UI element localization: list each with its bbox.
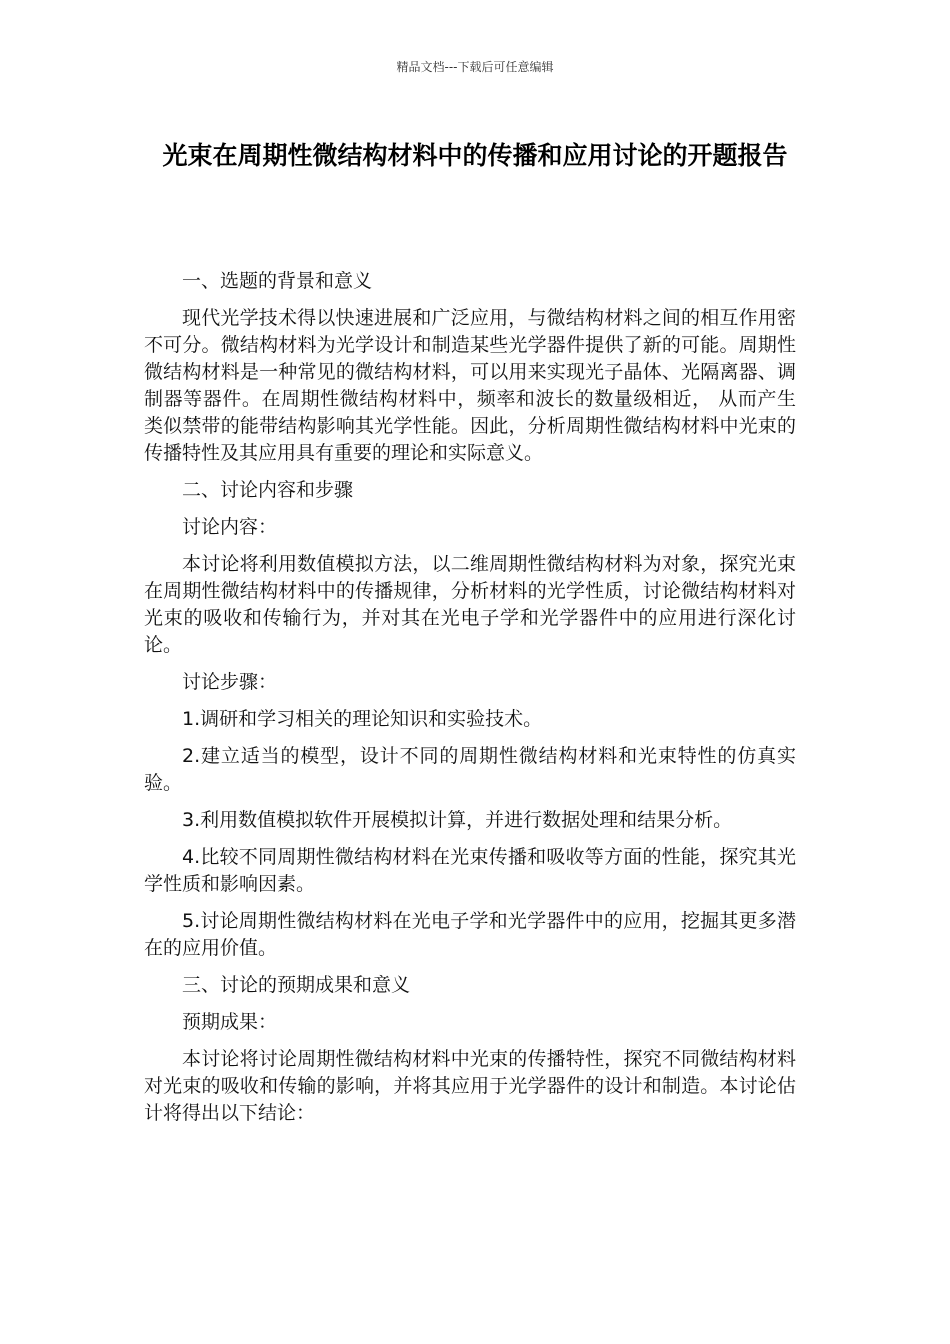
paragraph-content: 本讨论将利用数值模拟方法，以二维周期性微结构材料为对象，探究光束在周期性微结构材料中的传播规律，分析材料的光学性质，讨论微结构材料对光束的吸收和传输行为，并对其在光电子学和光学器件中的应用进行深化讨论。	[144, 553, 796, 656]
step-item: 5.讨论周期性微结构材料在光电子学和光学器件中的应用，挖掘其更多潜在的应用价值。	[144, 910, 796, 959]
step-item: 3.利用数值模拟软件开展模拟计算，并进行数据处理和结果分析。	[182, 809, 733, 831]
section-heading-content-steps: 二、讨论内容和步骤	[182, 479, 354, 501]
step-item: 1.调研和学习相关的理论知识和实验技术。	[182, 708, 543, 730]
section-heading-outcomes: 三、讨论的预期成果和意义	[182, 974, 411, 996]
document-title: 光束在周期性微结构材料中的传播和应用讨论的开题报告	[162, 141, 788, 170]
step-item: 2.建立适当的模型，设计不同的周期性微结构材料和光束特性的仿真实验。	[144, 745, 796, 794]
document-body	[144, 268, 796, 1137]
paragraph-expected-results: 本讨论将讨论周期性微结构材料中光束的传播特性，探究不同微结构材料对光束的吸收和传输的影响，并将其应用于光学器件的设计和制造。本讨论估计将得出以下结论：	[144, 1048, 796, 1124]
subheading-expected-results: 预期成果：	[182, 1011, 278, 1033]
section-heading-background: 一、选题的背景和意义	[182, 270, 373, 292]
paragraph-background: 现代光学技术得以快速进展和广泛应用，与微结构材料之间的相互作用密不可分。微结构材料为光学设计和制造某些光学器件提供了新的可能。周期性微结构材料是一种常见的微结构材料，可以用来实现光子晶体、光隔离器、调制器等器件。在周期性微结构材料中，频率和波长的数量级相近， 从而产生类似禁带的能带结构影响其光学性能。因此，分析周期性微结构材料中光束的传播特性及其应用具有重要的理论和实际意义。	[144, 307, 796, 464]
subheading-content: 讨论内容：	[182, 516, 278, 538]
header-note: 精品文档---下载后可任意编辑	[396, 60, 554, 74]
subheading-steps: 讨论步骤：	[182, 671, 278, 693]
step-item: 4.比较不同周期性微结构材料在光束传播和吸收等方面的性能，探究其光学性质和影响因素。	[144, 846, 796, 895]
